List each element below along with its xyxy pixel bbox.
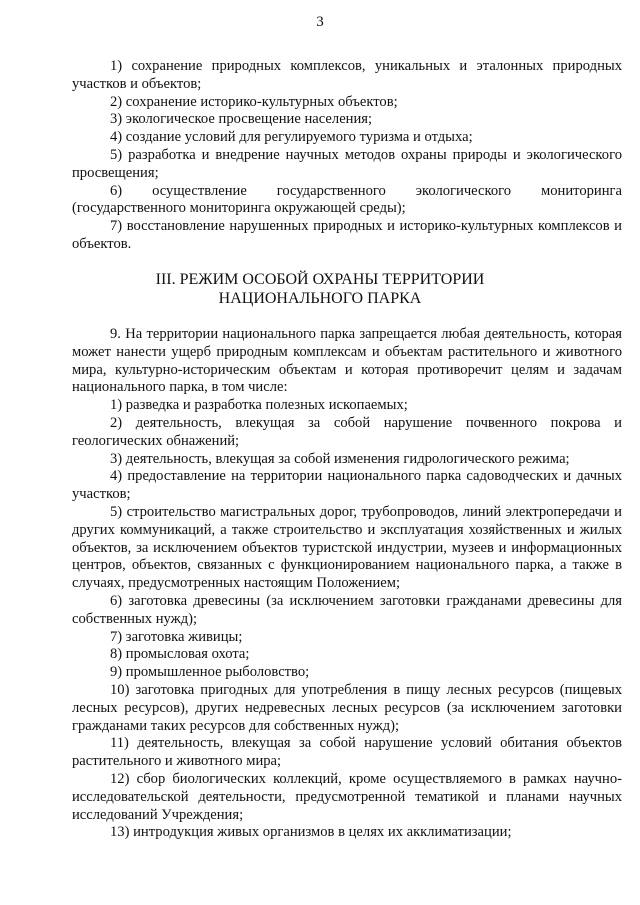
- objective-item: 7) восстановление нарушенных природных и историко-культурных комплексов и объектов.: [72, 218, 622, 252]
- prohibition-item: 13) интродукция живых организмов в целях их акклиматизации;: [110, 824, 512, 841]
- section-title-line2: НАЦИОНАЛЬНОГО ПАРКА: [218, 290, 422, 307]
- objective-item: 5) разработка и внедрение научных методов охраны природы и экологического просвещения;: [72, 146, 622, 181]
- objective-item: 1) сохранение природных комплексов, уникальных и эталонных природных участков и объектов;: [72, 58, 622, 92]
- clause-9-intro: 9. На территории национального парка запрещается любая деятельность, которая может нанести ущерб природным комплексам и объектам растительного и животного мира, культурно-историческим объектам и которая противоречит целям и задачам национального парка, в том числе:: [72, 326, 622, 396]
- prohibition-item: 8) промысловая охота;: [110, 646, 250, 663]
- section-title-line1: III. РЕЖИМ ОСОБОЙ ОХРАНЫ ТЕРРИТОРИИ: [155, 271, 485, 288]
- prohibition-item: 10) заготовка пригодных для употребления в пищу лесных ресурсов (пищевых лесных ресурсов), других недревесных лесных ресурсов (за исключением заготовки гражданами таких ресурсов для собственных нужд);: [72, 681, 622, 734]
- prohibition-item: 12) сбор биологических коллекций, кроме осуществляемого в рамках научно-исследовательской деятельности, предусмотренной тематикой и планами научных исследований Учреждения;: [72, 770, 622, 823]
- objective-item: 6) осуществление государственного экологического мониторинга (государственного мониторинга окружающей среды);: [72, 182, 622, 217]
- prohibition-item: 4) предоставление на территории национального парка садоводческих и дачных участков;: [72, 468, 622, 503]
- objective-item: 2) сохранение историко-культурных объектов;: [110, 93, 398, 110]
- page-number: 3: [316, 14, 324, 30]
- objectives-list: [72, 58, 622, 254]
- prohibition-item: 11) деятельность, влекущая за собой нарушение условий обитания объектов растительного и животного мира;: [72, 735, 622, 770]
- prohibition-item: 1) разведка и разработка полезных ископаемых;: [110, 397, 408, 414]
- section-title: [0, 270, 640, 308]
- clause-9: [72, 326, 622, 842]
- objective-item: 3) экологическое просвещение населения;: [110, 111, 373, 128]
- objective-item: 4) создание условий для регулируемого туризма и отдыха;: [110, 129, 473, 146]
- prohibition-item: 6) заготовка древесины (за исключением заготовки гражданами древесины для собственных нужд);: [72, 592, 622, 627]
- prohibition-item: 9) промышленное рыболовство;: [110, 664, 310, 681]
- prohibition-item: 7) заготовка живицы;: [110, 628, 243, 645]
- prohibition-item: 2) деятельность, влекущая за собой нарушение почвенного покрова и геологических обнажений;: [72, 414, 622, 449]
- prohibition-item: 5) строительство магистральных дорог, трубопроводов, линий электропередачи и других коммуникаций, а также строительство и эксплуатация хозяйственных и жилых объектов, за исключением объектов туристской индустрии, музеев и информационных центров, объектов, связанных с функционированием национального парка, а также в случаях, предусмотренных настоящим Положением;: [72, 503, 622, 592]
- prohibition-item: 3) деятельность, влекущая за собой изменения гидрологического режима;: [110, 450, 570, 467]
